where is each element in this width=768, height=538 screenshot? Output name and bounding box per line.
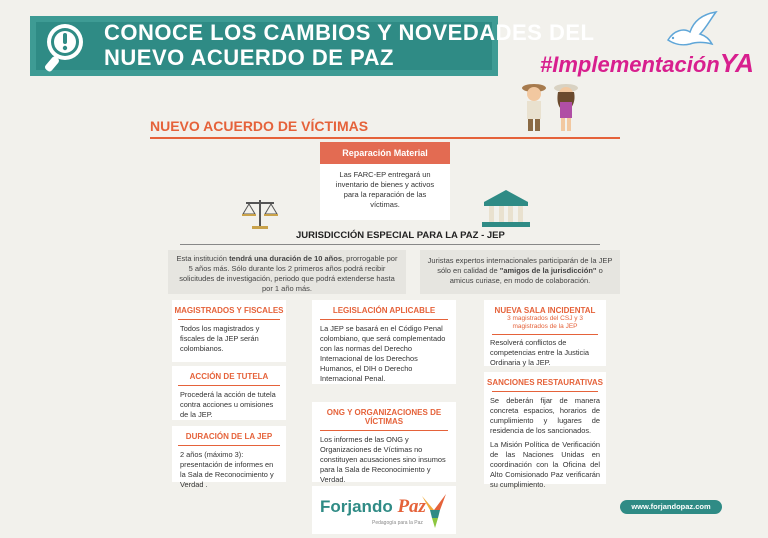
card-duracion-text: 2 años (máximo 3): presentación de informes en la Sala de Reconocimiento y Verdad . <box>180 450 274 489</box>
hashtag-prefix: #Implementación <box>540 52 720 77</box>
card-legislacion-text: La JEP se basará en el Código Penal colombiano, que será complementado con las normas del Derecho Internacional de los Derechos Humanos, el DIH o Derecho Internacional Penal. <box>320 324 446 383</box>
card-legislacion <box>312 300 456 384</box>
card-sanciones-text1: Se deberán fijar de manera concreta espacios, horarios de cumplimiento y lugares de residencia de los sancionados. <box>490 396 600 435</box>
card-duracion <box>172 426 286 489</box>
section-title: NUEVO ACUERDO DE VÍCTIMAS <box>150 118 369 134</box>
card-sanciones-text2: La Misión Política de Verificación de las Naciones Unidas en coordinación con la Oficina del Alto Comisionado Paz verificarán su cumplimiento. <box>490 440 600 489</box>
hashtag-suffix: YA <box>719 48 754 78</box>
characters-illustration <box>512 78 592 134</box>
card-sanciones <box>484 372 606 489</box>
card-duracion-title: DURACIÓN DE LA JEP <box>185 432 273 441</box>
card-sanciones-title: SANCIONES RESTAURATIVAS <box>486 378 603 387</box>
page-title <box>104 20 594 70</box>
jep-jurists-info <box>420 250 620 294</box>
card-legislacion-title: LEGISLACIÓN APLICABLE <box>332 306 436 315</box>
section-divider <box>150 137 620 139</box>
page-title-line1: CONOCE LOS CAMBIOS Y NOVEDADES DEL <box>104 20 595 45</box>
logo-tagline: Pedagogía para la Paz <box>372 520 423 526</box>
page-title-line2: NUEVO ACUERDO DE PAZ <box>104 45 394 70</box>
card-ong-title: ONG Y ORGANIZACIONES DE VÍCTIMAS <box>326 408 442 426</box>
card-tutela-title: ACCIÓN DE TUTELA <box>189 372 269 381</box>
website-link[interactable]: www.forjandopaz.com <box>620 500 722 514</box>
card-magistrados-text: Todos los magistrados y fiscales de la JEP serán colombianos. <box>180 324 260 353</box>
jep-title: JURISDICCIÓN ESPECIAL PARA LA PAZ - JEP <box>290 230 511 241</box>
card-sala-title: NUEVA SALA INCIDENTAL <box>494 306 596 315</box>
card-ong <box>312 402 456 482</box>
hashtag <box>540 48 754 79</box>
magnifier-alert-icon <box>38 18 94 74</box>
card-sala-incidental <box>484 300 606 366</box>
logo-name-a: Forjando <box>320 497 393 516</box>
jep-duration-text-b: tendrá una duración de 10 años <box>229 254 343 263</box>
jep-duration-text-a: Esta institución <box>176 254 230 263</box>
card-sala-subtitle: 3 magistrados del CSJ y 3 magistrados de la JEP <box>507 315 583 330</box>
card-magistrados <box>172 300 286 362</box>
jep-jurists-text-c: o amicus curiase, en modo de colaboración. <box>449 266 603 285</box>
card-ong-text: Los informes de las ONG y Organizaciones de Víctimas no constituyen acusaciones sino insumos para la Sala de Reconocimiento y Verdad. <box>320 435 446 484</box>
hummingbird-icon <box>416 490 452 530</box>
jep-jurists-text-b: "amigos de la jurisdicción" <box>499 266 597 275</box>
card-sala-text: Resolverá conflictos de competencias entre la Justicia Ordinaria y la JEP. <box>490 338 590 367</box>
jep-duration-text-c: , prorrogable por 5 años más. Sólo durante los 2 primeros años podrá recibir solicitudes de investigación, periodo que podrá extenderse hasta por 1 año más. <box>179 254 398 293</box>
logo-name-b: Paz <box>397 496 426 517</box>
jep-jurists-text-a: Juristas expertos internacionales participarán de la JEP sólo en calidad de <box>427 256 613 275</box>
courthouse-icon <box>480 188 532 230</box>
card-tutela <box>172 366 286 420</box>
dove-icon <box>660 10 720 52</box>
jep-divider <box>180 244 600 245</box>
forjando-paz-logo <box>312 486 456 534</box>
card-tutela-text: Procederá la acción de tutela contra acciones u omisiones de la JEP. <box>180 390 276 419</box>
jep-duration-info <box>168 250 406 294</box>
card-magistrados-title: MAGISTRADOS Y FISCALES <box>174 306 284 315</box>
reparacion-title: Reparación Material <box>320 142 450 164</box>
scale-icon <box>240 196 280 230</box>
reparacion-text: Las FARC-EP entregará un inventario de bienes y activos para la reparación de las víctimas. <box>335 170 435 209</box>
logo-name <box>320 496 426 518</box>
